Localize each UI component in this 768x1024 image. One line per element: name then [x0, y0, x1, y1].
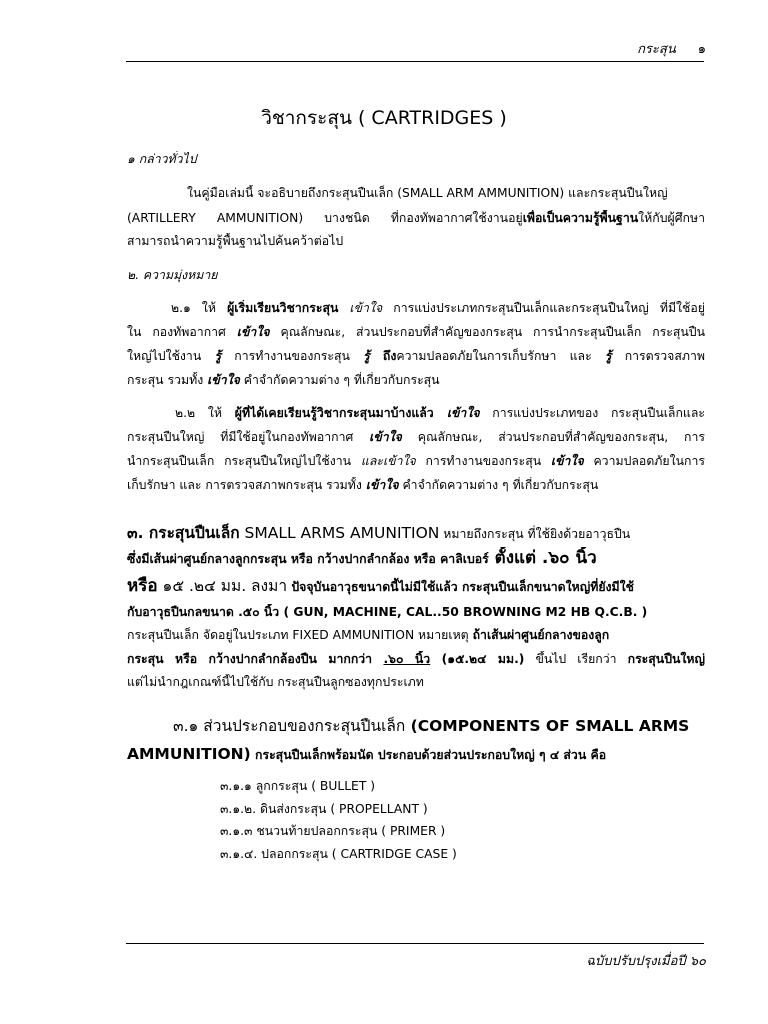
bold-italic-text: รู้ — [214, 349, 222, 363]
bold-italic-text: เข้าใจ — [550, 454, 584, 468]
s1-line-2 — [127, 210, 705, 227]
underlined-text: .๖๐ นิ้ว — [383, 652, 431, 666]
text: เก็บรักษา และ การตรวจสภาพกระสุน รวมทั้ง — [127, 478, 366, 492]
page-number: ๑ — [697, 42, 706, 57]
header-rule — [126, 61, 704, 62]
s2-p2-line-1 — [175, 405, 705, 422]
text: ขึ้นไป เรียกว่า — [524, 652, 628, 666]
footer-text: ฉบับปรับปรุงเมื่อปี ๖๐ — [586, 954, 706, 969]
bold-text: AMMUNITION) — [127, 745, 251, 763]
text: คุณลักษณะ, ส่วนประกอบที่สำคัญของกระสุน การนำกระสุนปืนเล็ก กระสุนปืน — [269, 325, 705, 339]
s1-line-1: ในคู่มือเล่มนี้ จะอธิบายถึงกระสุนปืนเล็ก (SMALL ARM AMMUNITION) และกระสุนปืนใหญ่ — [187, 186, 668, 200]
text: ๒.๒ ให้ — [175, 406, 235, 420]
s3-line-6 — [127, 651, 705, 668]
bold-italic-text: เข้าใจ — [365, 478, 399, 492]
s3-line-4: กับอาวุธปืนกลขนาด .๕๐ นิ้ว ( GUN, MACHINE, CAL..50 BROWNING M2 HB Q.C.B. ) — [127, 605, 648, 619]
text: ให้กับผู้ศึกษา — [638, 211, 705, 225]
component-item-bullet: ๓.๑.๑ ลูกกระสุน ( BULLET ) — [220, 779, 376, 793]
s3-line-2 — [127, 547, 705, 570]
footer-rule — [126, 943, 704, 944]
bold-text: ผู้เริ่มเรียนวิชากระสุน — [227, 301, 339, 315]
s3-line-3 — [127, 575, 705, 598]
text: ๒.๑ ให้ — [171, 301, 228, 315]
text: คุณลักษณะ, ส่วนประกอบที่สำคัญของกระสุน, การ — [401, 430, 705, 444]
text: คำจำกัดความต่าง ๆ ที่เกี่ยวกับกระสุน — [239, 373, 440, 387]
bold-italic-text: รู้ — [604, 349, 612, 363]
component-item-primer: ๓.๑.๓ ชนวนท้ายปลอกกระสุน ( PRIMER ) — [220, 824, 446, 838]
text — [370, 349, 383, 363]
text: ความปลอดภัยในการเก็บรักษา และ — [396, 349, 605, 363]
text: การแบ่งประเภทของ กระสุนปืนเล็กและ — [479, 406, 705, 420]
text: SMALL ARMS AMUNITION — [239, 524, 440, 542]
section-1-heading: ๑ กล่าวทั่วไป — [127, 152, 197, 166]
bold-text: (๑๕.๒๔ มม.) — [430, 652, 525, 666]
bold-italic-text: เข้าใจ — [207, 373, 240, 387]
bold-text: กระสุน หรือ กว้างปากลำกล้องปืน มากกว่า — [127, 652, 384, 666]
running-title: กระสุน — [637, 42, 676, 57]
bold-text: ซึ่งมีเส้นผ่าศูนย์กลางลูกกระสุน หรือ กว้างปากลำกล้อง หรือ คาลิเบอร์ — [127, 552, 489, 566]
bold-text: (COMPONENTS OF SMALL ARMS — [405, 717, 690, 735]
text: นำกระสุนปืนเล็ก กระสุนปืนใหญ่ไปใช้งาน — [127, 454, 361, 468]
s2-p1-line-2 — [127, 324, 705, 341]
text: ใหญ่ไปใช้งาน — [127, 349, 215, 363]
s2-p2-line-2 — [127, 429, 705, 446]
s2-p2-line-4 — [127, 477, 705, 494]
section-3-heading: ๓. กระสุนปืนเล็ก — [127, 524, 240, 542]
bold-large-text: ตั้งแต่ .๖๐ นิ้ว — [488, 548, 597, 568]
italic-text: เข้าใจ — [338, 301, 383, 315]
s1-line-3: สามารถนำความรู้พื้นฐานไปค้นคว้าต่อไป — [127, 234, 344, 248]
text: กระสุนปืนใหญ่ ที่มีใช้อยู่ในกองทัพอากาศ — [127, 430, 370, 444]
bold-text: ถึง — [382, 349, 397, 363]
page-title: วิชากระสุน ( CARTRIDGES ) — [261, 107, 507, 129]
bold-text: กระสุนปืนเล็กพร้อมนัด ประกอบด้วยส่วนประกอบใหญ่ ๆ ๔ ส่วน คือ — [250, 748, 607, 762]
text: การตรวจสภาพ — [611, 349, 705, 363]
text: (ARTILLERY AMMUNITION) บางชนิด ที่กองทัพอากาศใช้งานอยู่ — [127, 211, 523, 225]
text: ๑๕ .๒๔ มม. ลงมา — [157, 577, 288, 595]
text: กระสุน รวมทั้ง — [127, 373, 208, 387]
italic-text: และเข้าใจ — [360, 454, 416, 468]
section-2-heading: ๒. ความมุ่งหมาย — [127, 268, 218, 282]
bold-text: เพื่อเป็นความรู้พื้นฐาน — [522, 211, 639, 225]
text: การแบ่งประเภทกระสุนปืนเล็กและกระสุนปืนใหญ่ ที่มีใช้อยู่ — [382, 301, 705, 315]
s2-p1-line-4 — [127, 372, 705, 389]
text: ความปลอดภัยในการ — [583, 454, 705, 468]
bold-italic-text: เข้าใจ — [369, 430, 402, 444]
bold-large-text: หรือ — [127, 576, 158, 596]
bold-italic-text: เข้าใจ — [433, 406, 480, 420]
bold-text: ผู้ที่ได้เคยเรียนรู้วิชากระสุนมาบ้างแล้ว — [234, 406, 434, 420]
text: คำจำกัดความต่าง ๆ ที่เกี่ยวกับกระสุน — [398, 478, 599, 492]
bold-text: ปัจจุบันอาวุธขนาดนี้ไม่มีใช้แล้ว กระสุนปืนเล็กขนาดใหญ่ที่ยังมีใช้ — [287, 580, 634, 594]
bold-italic-text: รู้ — [363, 349, 370, 363]
bold-text: กระสุนปืนใหญ่ — [627, 652, 705, 666]
s2-p1-line-3 — [127, 348, 705, 365]
running-header — [637, 38, 706, 59]
text: การทำงานของกระสุน — [415, 454, 551, 468]
text: กระสุนปืนเล็ก จัดอยู่ในประเภท FIXED AMMUNITION หมายเหตุ — [127, 628, 473, 642]
s3-line-1 — [127, 522, 705, 545]
component-item-propellant: ๓.๑.๒. ดินส่งกระสุน ( PROPELLANT ) — [220, 802, 428, 816]
s3-line-7: แต่ไม่นำกฎเกณฑ์นี้ไปใช้กับ กระสุนปืนลูกซองทุกประเภท — [127, 675, 424, 689]
text: หมายถึงกระสุน ที่ใช้ยิงด้วยอาวุธปืน — [439, 527, 631, 541]
text: ใน กองทัพอากาศ — [127, 325, 237, 339]
s3-line-5 — [127, 627, 705, 644]
s31-line-2 — [127, 743, 705, 766]
s2-p2-line-3 — [127, 453, 705, 470]
bold-text: ถ้าเส้นผ่าศูนย์กลางของลูก — [472, 628, 610, 642]
s31-line-1 — [173, 715, 705, 738]
bold-italic-text: เข้าใจ — [236, 325, 270, 339]
component-item-cartridge-case: ๓.๑.๔. ปลอกกระสุน ( CARTRIDGE CASE ) — [220, 847, 457, 861]
s2-p1-line-1 — [171, 300, 705, 317]
text: การทำงานของกระสุน — [221, 349, 364, 363]
subsection-heading: ๓.๑ ส่วนประกอบของกระสุนปืนเล็ก — [173, 717, 406, 735]
